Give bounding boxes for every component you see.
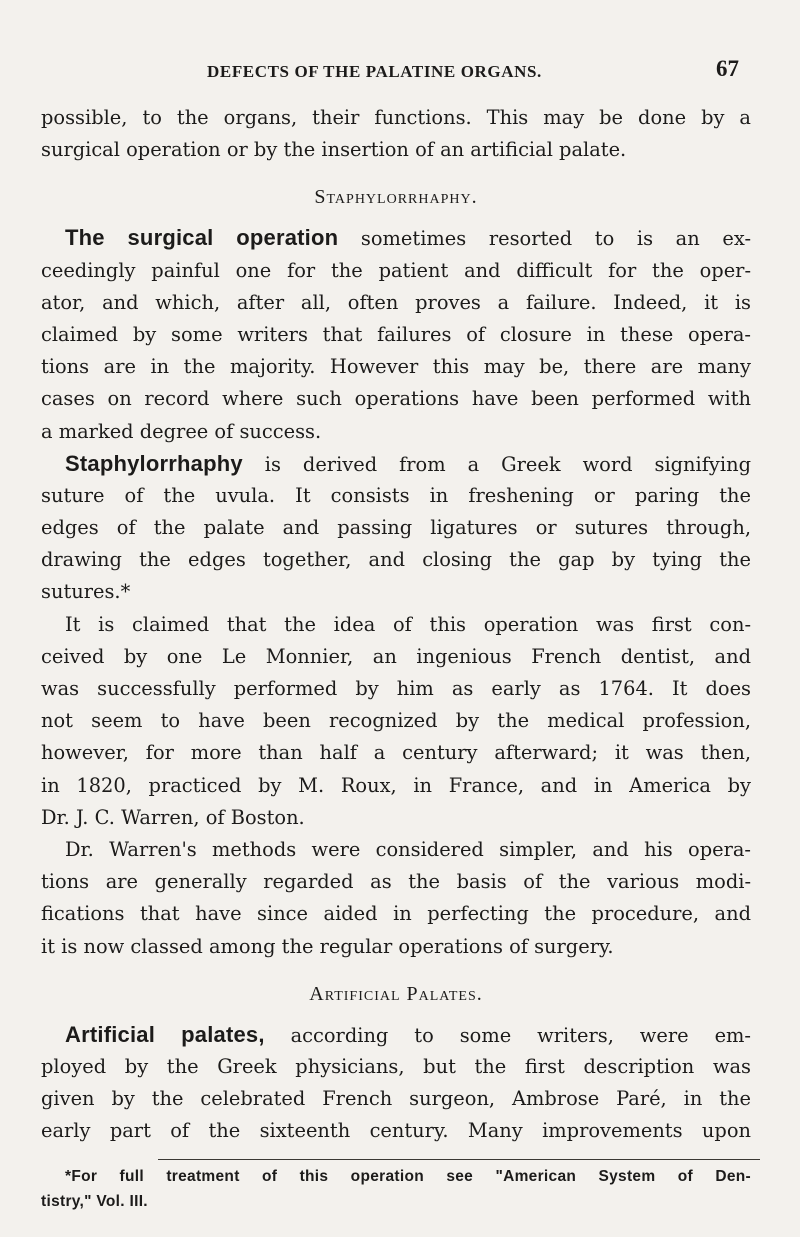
text-line: tions are in the majority. However this may be, there are many — [41, 355, 751, 379]
text-line: given by the celebrated French surgeon, Ambrose Paré, in the — [41, 1087, 751, 1111]
text-line: not seem to have been recognized by the medical profession, — [41, 709, 751, 733]
text-line: early part of the sixteenth century. Many improvements upon — [41, 1119, 751, 1143]
text-line: suture of the uvula. It consists in freshening or paring the — [41, 483, 751, 507]
text-line: a marked degree of success. — [41, 419, 322, 443]
footnote — [41, 1164, 751, 1214]
text-line: surgical operation or by the insertion of an artificial palate. — [41, 138, 627, 162]
text-line: in 1820, practiced by M. Roux, in France, and in America by — [41, 773, 751, 797]
running-title: DEFECTS OF THE PALATINE ORGANS. — [207, 62, 542, 81]
text-line: tions are generally regarded as the basis of the various modi- — [41, 870, 751, 894]
text-line: cases on record where such operations have been performed with — [41, 387, 751, 411]
lead-phrase: Staphylorrhaphy — [65, 450, 243, 476]
text-line: It is claimed that the idea of this operation was first con- — [65, 612, 751, 636]
text-line: ator, and which, after all, often proves a failure. Indeed, it is — [41, 290, 751, 314]
text-line: claimed by some writers that failures of closure in these opera- — [41, 322, 751, 346]
running-header — [0, 56, 800, 86]
section-heading-artificial-palates: Artificial Palates. — [309, 982, 483, 1005]
text-line: drawing the edges together, and closing the gap by tying the — [41, 548, 751, 572]
footnote-line: tistry," Vol. III. — [41, 1193, 148, 1210]
lead-phrase: The surgical operation — [65, 225, 339, 251]
text-line: ployed by the Greek physicians, but the first description was — [41, 1054, 751, 1078]
section-heading-staphylorrhaphy: Staphylorrhaphy. — [314, 186, 478, 209]
text-run: is derived from a Greek word signifying — [242, 452, 751, 476]
text-line: Dr. Warren's methods were considered simpler, and his opera- — [65, 837, 751, 861]
footnote-line: *For full treatment of this operation see "American System of Den- — [65, 1168, 751, 1185]
text-run: according to some writers, were em- — [264, 1023, 751, 1047]
text-line: ceived by one Le Monnier, an ingenious French dentist, and — [41, 644, 751, 668]
text-run: sometimes resorted to is an ex- — [338, 227, 751, 251]
text-line: fications that have since aided in perfecting the procedure, and — [41, 902, 751, 926]
lead-phrase: Artificial palates, — [65, 1021, 265, 1047]
text-line: sutures.* — [41, 580, 131, 604]
footnote-divider — [158, 1159, 760, 1160]
text-line — [41, 448, 751, 480]
body-text — [41, 102, 751, 1147]
text-line: ceedingly painful one for the patient and difficult for the oper- — [41, 258, 751, 282]
text-line: however, for more than half a century afterward; it was then, — [41, 741, 751, 765]
text-line: was successfully performed by him as early as 1764. It does — [41, 677, 751, 700]
text-line — [41, 222, 751, 254]
text-line: edges of the palate and passing ligatures or sutures through, — [41, 516, 751, 540]
text-line: possible, to the organs, their functions. This may be done by a — [41, 106, 751, 129]
page-number: 67 — [716, 56, 739, 81]
text-line: Dr. J. C. Warren, of Boston. — [41, 805, 305, 829]
text-line: it is now classed among the regular operations of surgery. — [41, 934, 614, 958]
text-line — [41, 1019, 751, 1051]
